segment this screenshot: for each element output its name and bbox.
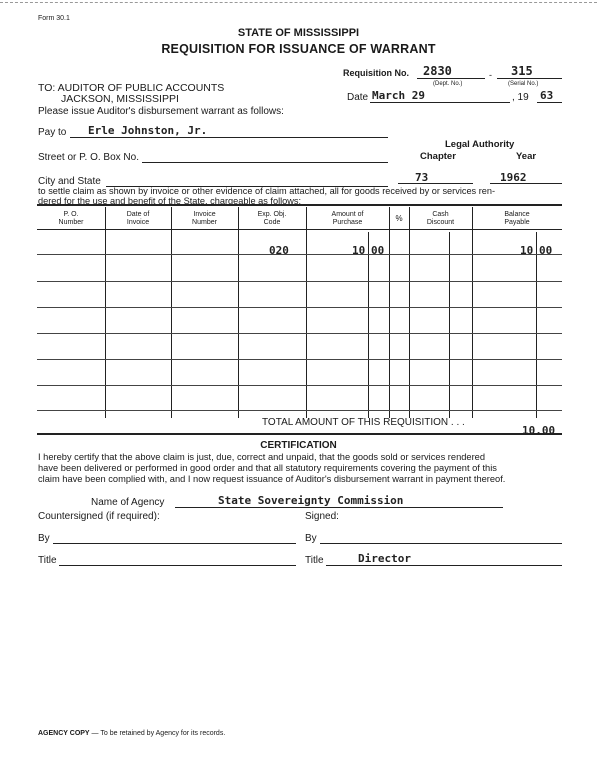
header-invoice: Invoice Number — [192, 211, 217, 226]
col-divider — [238, 207, 239, 418]
certification-line-2: have been delivered or performed in good order and that all statutory requirements covering the payment of this — [38, 463, 497, 473]
signed-title-value: Director — [358, 552, 411, 565]
charge-table — [37, 204, 562, 436]
year-line — [537, 102, 562, 103]
settle-text-2: dered for the use and benefit of the State, chargeable as follows: — [38, 196, 302, 206]
agency-name-value: State Sovereignty Commission — [218, 494, 404, 507]
row1-amount: 10 — [352, 244, 366, 257]
pay-to-line — [70, 137, 388, 138]
footer-retention-note: — To be retained by Agency for its records. — [89, 730, 226, 737]
countersign-by-line — [53, 543, 296, 544]
date-value: March 29 — [372, 89, 425, 102]
col-divider — [449, 232, 450, 418]
countersign-title-line — [59, 565, 296, 566]
footer-agency-copy: AGENCY COPY — [38, 730, 90, 737]
certification-title: CERTIFICATION — [260, 440, 337, 451]
form-title: REQUISITION FOR ISSUANCE OF WARRANT — [161, 42, 436, 56]
legal-year-line — [490, 183, 562, 184]
row-rule — [37, 281, 562, 282]
col-divider — [306, 207, 307, 418]
header-percent: % — [395, 214, 403, 223]
row-rule — [37, 307, 562, 308]
col-divider — [536, 232, 537, 418]
header-balance: Balance Payable — [504, 211, 530, 226]
year-value: 63 — [540, 89, 554, 102]
header-amount: Amount of Purchase — [331, 211, 364, 226]
settle-text-1: to settle claim as shown by invoice or other evidence of claim attached, all for goods received by or services ren- — [38, 186, 496, 196]
signed-title-line — [326, 565, 562, 566]
total-value: 10.00 — [522, 424, 556, 437]
col-divider — [389, 207, 390, 418]
total-label: TOTAL AMOUNT OF THIS REQUISITION . . . — [262, 417, 465, 428]
chapter-label: Chapter — [420, 151, 456, 162]
date-line — [370, 102, 510, 103]
serial-caption: (Serial No.) — [508, 81, 539, 87]
date-label: Date — [347, 92, 369, 103]
col-divider — [171, 207, 172, 418]
street-line — [142, 162, 388, 163]
certification-line-3: claim have been complied with, and I now request issuance of Auditor's disbursement warrant in payment thereof. — [38, 474, 506, 484]
row1-amount-cents: 00 — [371, 244, 385, 257]
perforation-line — [0, 2, 597, 3]
requisition-dash: - — [489, 70, 492, 80]
signed-title-label: Title — [305, 555, 324, 566]
dept-caption: (Dept. No.) — [433, 81, 463, 87]
countersign-by-label: By — [38, 533, 50, 544]
chapter-value: 73 — [415, 171, 429, 184]
state-title: STATE OF MISSISSIPPI — [237, 27, 360, 39]
row-rule — [37, 333, 562, 334]
row1-balance-cents: 00 — [539, 244, 553, 257]
header-exp-code: Exp. Obj. Code — [257, 211, 287, 226]
col-divider — [105, 207, 106, 418]
certification-line-1: I hereby certify that the above claim is just, due, correct and unpaid, that the goods sold or services rendered — [38, 452, 486, 462]
footer-note — [38, 730, 225, 737]
header-cash-discount: Cash Discount — [426, 211, 455, 226]
header-date: Date of Invoice — [126, 211, 150, 226]
row-rule — [37, 359, 562, 360]
header-po: P. O. Number — [58, 211, 84, 226]
to-line-2: JACKSON, MISSISSIPPI — [61, 93, 179, 105]
serial-number-line — [497, 78, 562, 79]
serial-number: 315 — [511, 64, 533, 78]
signed-by-line — [320, 543, 562, 544]
col-divider — [472, 207, 473, 418]
year-prefix: , 19 — [512, 92, 529, 103]
chapter-line — [398, 183, 473, 184]
col-divider — [409, 207, 410, 418]
table-top-rule — [37, 204, 562, 206]
instruction-text: Please issue Auditor's disbursement warrant as follows: — [38, 106, 284, 117]
legal-year-label: Year — [516, 151, 537, 162]
table-bottom-rule — [37, 433, 562, 435]
street-label: Street or P. O. Box No. — [38, 152, 139, 163]
form-number: Form 30.1 — [38, 15, 70, 22]
row1-exp-code: 020 — [269, 244, 289, 257]
agency-name-label: Name of Agency — [91, 497, 165, 508]
requisition-label: Requisition No. — [343, 68, 409, 78]
countersign-title-label: Title — [38, 555, 57, 566]
pay-to-value: Erle Johnston, Jr. — [88, 124, 208, 137]
dept-number: 2830 — [423, 64, 452, 78]
row1-balance: 10 — [520, 244, 534, 257]
row-rule — [37, 254, 562, 255]
city-state-label: City and State — [38, 176, 101, 187]
row-rule — [37, 385, 562, 386]
pay-to-label: Pay to — [38, 127, 67, 138]
table-header-rule — [37, 229, 562, 230]
row-rule — [37, 410, 562, 411]
agency-name-line — [175, 507, 503, 508]
countersigned-label: Countersigned (if required): — [38, 511, 160, 522]
legal-year-value: 1962 — [500, 171, 527, 184]
legal-authority-title: Legal Authority — [445, 139, 515, 150]
signed-label: Signed: — [305, 511, 339, 522]
to-line-1: TO: AUDITOR OF PUBLIC ACCOUNTS — [38, 82, 225, 94]
dept-number-line — [417, 78, 485, 79]
signed-by-label: By — [305, 533, 317, 544]
col-divider — [368, 232, 369, 418]
